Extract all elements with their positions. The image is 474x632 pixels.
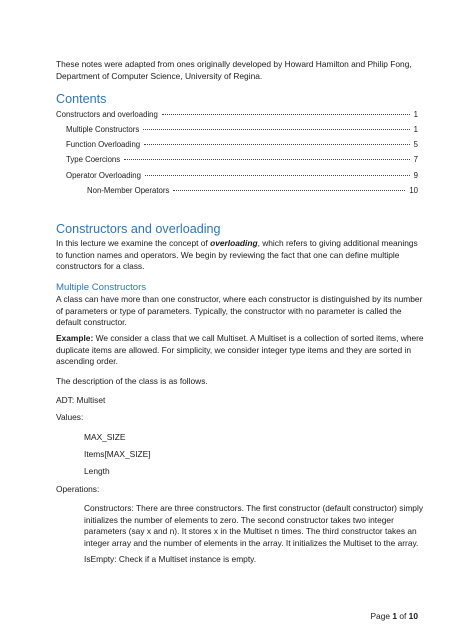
toc-dot-leader bbox=[144, 143, 410, 145]
value-item: MAX_SIZE bbox=[84, 432, 126, 442]
overloading-term: overloading bbox=[210, 238, 258, 248]
section-paragraph bbox=[56, 238, 426, 273]
example-text: We consider a class that we call Multiset. A Multiset is a collection of sorted items, where duplicate items are allowed. For simplicity, we consider integer type items and they are sorted in ascending order. bbox=[56, 333, 424, 367]
toc-entry[interactable] bbox=[66, 154, 418, 165]
toc-dot-leader bbox=[173, 189, 405, 191]
page-word: Page bbox=[370, 611, 393, 621]
example-paragraph bbox=[56, 333, 426, 368]
toc-entry[interactable] bbox=[56, 109, 418, 120]
constructors-description-text: Constructors: There are three constructors. The first constructor (default constructor) simply initializes the number of elements to zero. The second constructor takes two integer parameters (say x and n). It stores x in the Multiset n times. The third constructor takes an integer array and the number of elements in the array. It initializes the Multiset to the array. bbox=[84, 503, 424, 548]
example-label: Example: bbox=[56, 333, 94, 343]
toc-entry[interactable] bbox=[66, 139, 418, 150]
contents-heading: Contents bbox=[56, 92, 107, 106]
toc-entry-label: Function Overloading bbox=[66, 140, 141, 149]
page-number: 1 bbox=[392, 611, 398, 621]
toc-entry-page: 1 bbox=[413, 110, 418, 119]
section-text-end: , which refers to giving additional meanings to function names and operators. We begin by reviewing the fact that one can define multiple constructors for a class. bbox=[56, 238, 418, 272]
toc-entry-label: Type Coercions bbox=[66, 155, 121, 164]
toc-dot-leader bbox=[124, 158, 409, 160]
toc-entry-page: 5 bbox=[413, 140, 418, 149]
isempty-line: IsEmpty: Check if a Multiset instance is empty. bbox=[84, 554, 257, 564]
toc-entry[interactable] bbox=[87, 185, 418, 196]
toc-dot-leader bbox=[143, 128, 409, 130]
toc-entry-label: Non-Member Operators bbox=[87, 186, 170, 195]
page-footer bbox=[370, 611, 418, 622]
intro-paragraph: These notes were adapted from ones originally developed by Howard Hamilton and Philip Fong, Department of Computer Science, University of Regina. bbox=[56, 59, 412, 81]
toc-entry-label: Multiple Constructors bbox=[66, 125, 140, 134]
of-word: of bbox=[397, 611, 409, 621]
value-item: Length bbox=[84, 466, 110, 476]
toc-dot-leader bbox=[145, 174, 410, 176]
constructors-description bbox=[84, 503, 430, 549]
toc-entry-page: 7 bbox=[413, 155, 418, 164]
toc-entry[interactable] bbox=[66, 124, 418, 135]
constructors-paragraph: A class can have more than one constructor, where each constructor is distinguished by its number of parameters or type of parameters. Typically, the constructor with no parameter is called the default constructor. bbox=[56, 294, 423, 328]
section-heading: Constructors and overloading bbox=[56, 222, 221, 236]
value-item: Items[MAX_SIZE] bbox=[84, 449, 151, 459]
section-text-start: In this lecture we examine the concept of bbox=[56, 238, 211, 248]
page-total: 10 bbox=[408, 611, 418, 621]
toc-entry-page: 1 bbox=[413, 125, 418, 134]
description-line: The description of the class is as follows. bbox=[56, 376, 208, 386]
toc-dot-leader bbox=[162, 113, 410, 115]
toc-entry-label: Operator Overloading bbox=[66, 171, 141, 180]
toc-entry-page: 10 bbox=[409, 186, 418, 195]
operations-label: Operations: bbox=[56, 484, 100, 494]
adt-line: ADT: Multiset bbox=[56, 395, 106, 405]
subsection-heading: Multiple Constructors bbox=[56, 282, 147, 293]
toc-entry[interactable] bbox=[66, 170, 418, 181]
toc-entry-label: Constructors and overloading bbox=[56, 110, 158, 119]
values-label: Values: bbox=[56, 412, 84, 422]
toc-entry-page: 9 bbox=[413, 171, 418, 180]
